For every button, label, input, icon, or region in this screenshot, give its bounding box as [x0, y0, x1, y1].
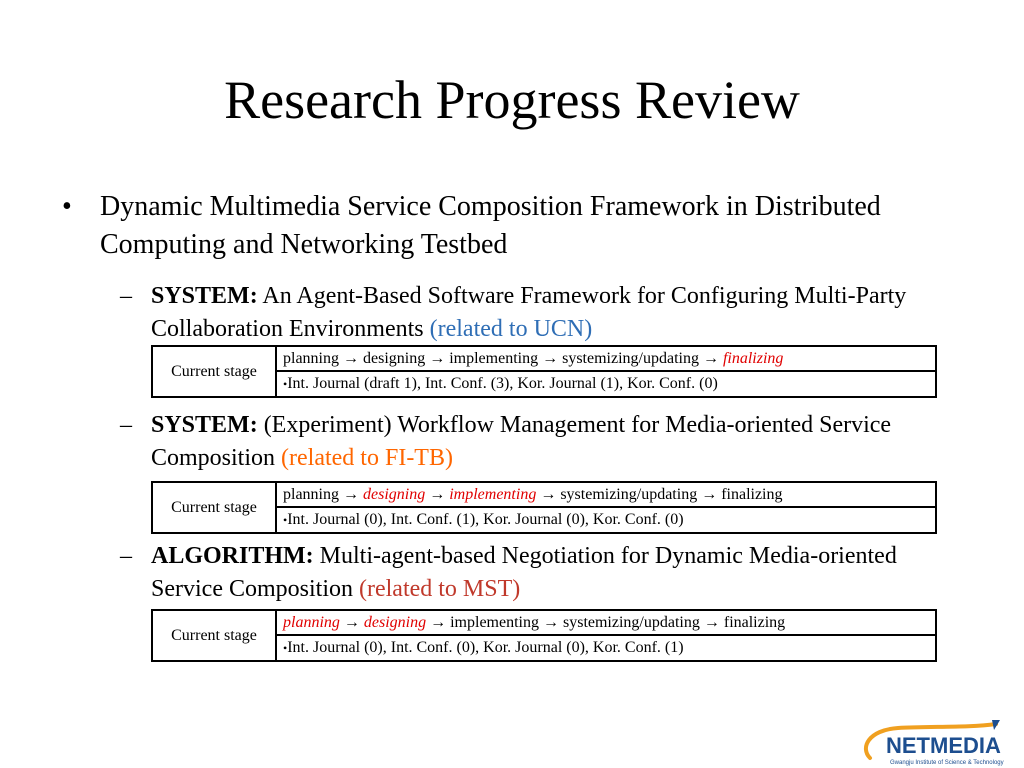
- stage-label: Current stage: [152, 610, 276, 661]
- item-text: (Experiment) Workflow Management for Media-oriented Service Composition: [151, 412, 892, 471]
- item-text: An Agent-Based Software Framework for Configuring Multi-Party Collaboration Environments: [151, 283, 907, 342]
- related-tag: (related to MST): [358, 576, 521, 602]
- stage-progression: planning → designing → implementing → systemizing/updating → finalizing: [276, 610, 936, 635]
- dash-marker: –: [120, 412, 132, 438]
- publication-text: Int. Journal (0), Int. Conf. (0), Kor. Journal (0), Kor. Conf. (1): [287, 639, 684, 656]
- stage-progression: planning → designing → implementing → systemizing/updating → finalizing: [276, 346, 936, 371]
- slide-title: Research Progress Review: [224, 70, 800, 130]
- stage-implementing: implementing: [450, 614, 539, 631]
- stage-finalizing: finalizing: [721, 486, 783, 503]
- stage-finalizing: finalizing: [722, 350, 784, 367]
- item-label: SYSTEM:: [151, 412, 258, 438]
- stage-planning: planning: [283, 350, 339, 367]
- logo-subtitle: Gwangju Institute of Science & Technology: [890, 760, 1004, 766]
- item-label: ALGORITHM:: [151, 543, 314, 569]
- dash-marker: –: [120, 543, 132, 569]
- stage-implementing: implementing: [449, 350, 539, 367]
- publication-counts: •Int. Journal (0), Int. Conf. (0), Kor. Journal (0), Kor. Conf. (1): [276, 635, 936, 661]
- netmedia-logo: [858, 718, 1018, 766]
- stage-planning: planning: [283, 614, 340, 631]
- related-tag: (related to UCN): [429, 316, 593, 342]
- logo-text: NETMEDIA: [886, 733, 1001, 758]
- stage-progression: planning → designing → implementing → systemizing/updating → finalizing: [276, 482, 936, 507]
- stage-table-3: [151, 609, 937, 662]
- stage-designing: designing: [363, 350, 426, 367]
- dash-marker: –: [120, 283, 132, 309]
- stage-table-1: [151, 345, 937, 398]
- publication-text: Int. Journal (0), Int. Conf. (1), Kor. Journal (0), Kor. Conf. (0): [287, 511, 684, 528]
- publication-counts: •Int. Journal (draft 1), Int. Conf. (3), Kor. Journal (1), Kor. Conf. (0): [276, 371, 936, 397]
- stage-finalizing: finalizing: [723, 614, 786, 631]
- stage-systemizing: systemizing/updating: [562, 614, 700, 631]
- stage-label: Current stage: [152, 482, 276, 533]
- stage-label: Current stage: [152, 346, 276, 397]
- stage-systemizing: systemizing/updating: [560, 486, 698, 503]
- stage-planning: planning: [283, 486, 339, 503]
- stage-designing: designing: [363, 614, 427, 631]
- stage-systemizing: systemizing/updating: [562, 350, 699, 367]
- main-bullet-text: Dynamic Multimedia Service Composition Framework in Distributed Computing and Networking Testbed: [100, 191, 881, 260]
- stage-table-2: [151, 481, 937, 534]
- publication-text: Int. Journal (draft 1), Int. Conf. (3), Kor. Journal (1), Kor. Conf. (0): [287, 375, 718, 392]
- item-text: Multi-agent-based Negotiation for Dynamic Media-oriented Service Composition: [151, 543, 897, 602]
- item-label: SYSTEM:: [151, 283, 258, 309]
- stage-implementing: implementing: [449, 486, 537, 503]
- stage-designing: designing: [363, 486, 426, 503]
- related-tag: (related to FI-TB): [281, 445, 453, 471]
- bullet-dot: •: [62, 191, 72, 222]
- publication-counts: •Int. Journal (0), Int. Conf. (1), Kor. Journal (0), Kor. Conf. (0): [276, 507, 936, 533]
